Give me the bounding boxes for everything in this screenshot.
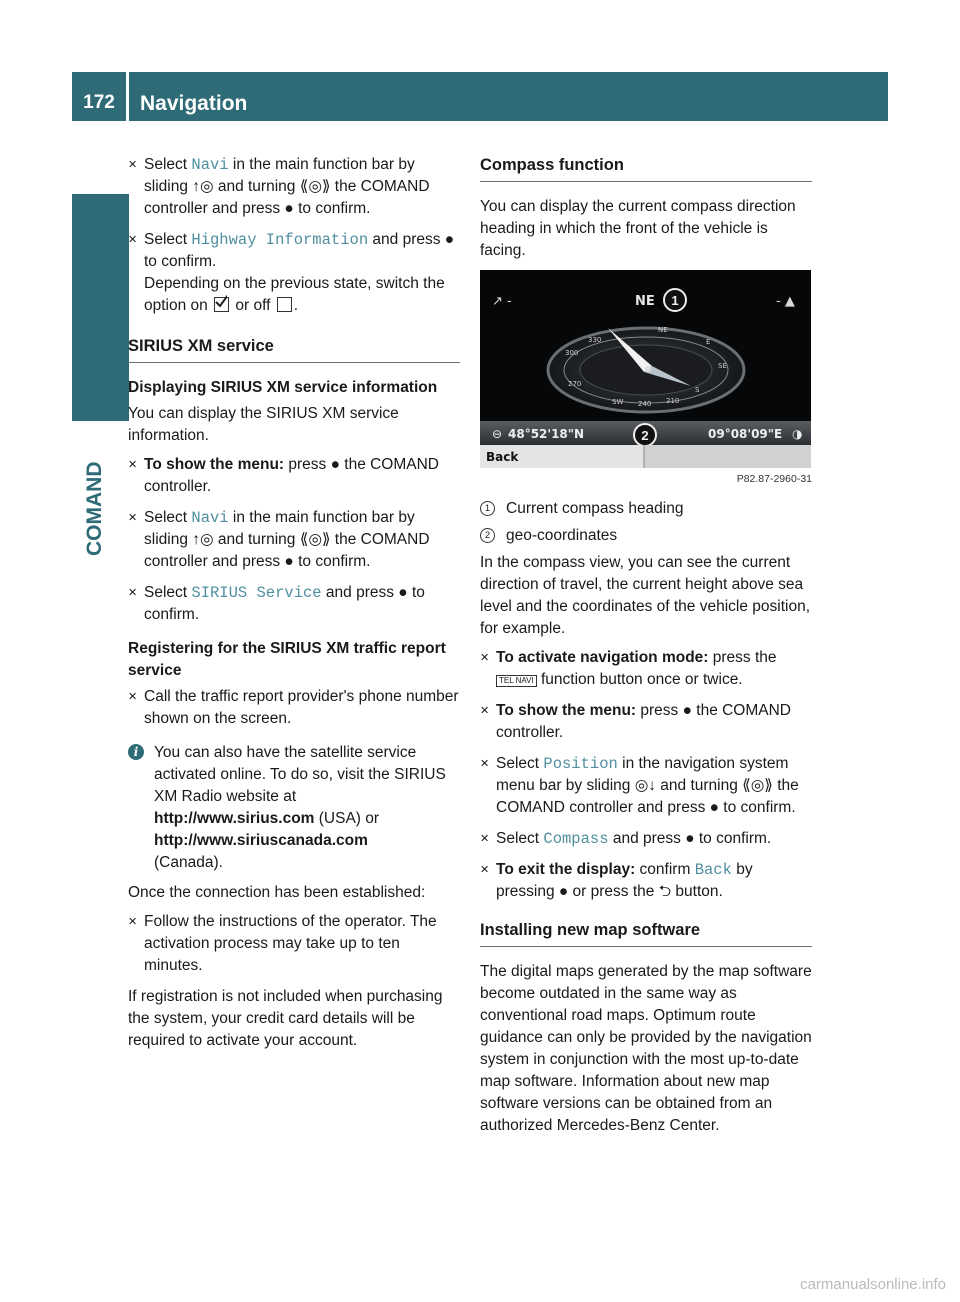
svg-text:NE: NE [658,326,668,334]
sirius-heading: SIRIUS XM service [128,335,460,363]
menu-term: Position [543,755,618,773]
header-divider [126,72,129,121]
display-heading: Displaying SIRIUS XM service information [128,379,438,396]
compass-heading: Compass function [480,154,812,182]
svg-text:◑: ◑ [792,427,803,441]
left-column [128,154,460,1059]
registration-text: If registration is not included when purchasing the system, your credit card details will be required to activate your account. [128,988,443,1049]
svg-text:S: S [695,386,700,394]
step-select-compass: ✕ Select Compass and press ● to confirm. [480,828,812,850]
compass-text: You can display the current compass direction heading in which the front of the vehicle is facing. [480,198,796,259]
longitude-text: 09°08'09"E [708,427,783,441]
chapter-title: Navigation [140,92,248,115]
screen-caption: P82.87-2960-31 [736,473,812,485]
step-select-highway: ✕ Select Highway Information and press ● to confirm. Depending on the previous state, switch the option on or off . [128,229,460,317]
compass-screen [480,270,811,468]
info-note: i You can also have the satellite service activated online. To do so, visit the SIRIUS XM Radio website at http://www.sirius.com (USA) or http://www.siriuscanada.com (Canada). [128,742,460,874]
step-select-sirius: ✕ Select SIRIUS Service and press ● to confirm. [128,582,460,626]
menu-term: Navi [191,156,229,174]
menu-term: SIRIUS Service [191,584,322,602]
step-select-position: ✕ Select Position in the navigation system menu bar by sliding ◎↓ and turning ⟪◎⟫ the COMAND controller and press ● to confirm. [480,753,812,819]
link-sirius[interactable]: http://www.sirius.com [154,810,315,827]
svg-text:330: 330 [588,336,602,344]
menu-term: Compass [543,830,609,848]
menu-term: Navi [191,509,229,527]
view-text: In the compass view, you can see the current direction of travel, the current height above sea level and the coordinates of the vehicle position, for example. [480,554,811,637]
svg-text:1: 1 [671,293,679,308]
svg-text:240: 240 [638,400,652,408]
step-follow-operator: ✕ Follow the instructions of the operator. The activation process may take up to ten minutes. [128,911,460,977]
checkbox-checked-icon [214,297,229,312]
svg-text:E: E [706,338,711,346]
svg-text:SW: SW [612,398,624,406]
menu-term: Highway Information [191,231,369,249]
svg-text:SE: SE [718,362,727,370]
svg-text:⊖: ⊖ [492,427,503,441]
tel-navi-key-icon: TEL NAVI [496,675,537,687]
watermark: carmanualsonline.info [800,1276,946,1293]
compass-small-icon: ↗ - [492,294,512,309]
screen-heading-text: NE [635,294,655,309]
step-exit-display: ✕ To exit the display: confirm Back by pressing ● or press the ⮌ button. [480,859,812,903]
register-heading: Registering for the SIRIUS XM traffic report service [128,640,446,679]
svg-text:2: 2 [641,428,649,443]
step-activate-nav: ✕ To activate navigation mode: press the TEL NAVI function button once or twice. [480,647,812,691]
step-show-menu-right: ✕ To show the menu: press ● the COMAND controller. [480,700,812,744]
svg-text:210: 210 [666,397,680,405]
install-text: The digital maps generated by the map software become outdated in the same way as conventional road maps. Optimum route guidance can only be provided by the navigation system in conjunction with the most up-to-date map software. Information about new map software versions can be obtained from an authorized Mercedes-Benz Center. [480,963,812,1134]
step-select-navi: ✕ Select Navi in the main function bar by sliding ↑◎ and turning ⟪◎⟫ the COMAND controller and press ● to confirm. [128,154,460,220]
latitude-text: 48°52'18"N [508,427,585,441]
page-number: 172 [83,92,115,113]
step-call-provider: ✕ Call the traffic report provider's phone number shown on the screen. [128,686,460,730]
step-show-menu: ✕ To show the menu: press ● the COMAND controller. [128,454,460,498]
right-column [480,154,812,1144]
back-label: Back [486,450,519,464]
legend-item-1: 1 Current compass heading [480,498,812,520]
info-icon: i [128,744,144,760]
svg-text:270: 270 [568,380,582,388]
side-tab-label: COMAND [83,461,106,556]
install-heading: Installing new map software [480,919,812,947]
legend-item-2: 2 geo-coordinates [480,525,812,547]
svg-text:300: 300 [565,349,579,357]
step-select-navi-2: ✕ Select Navi in the main function bar by sliding ↑◎ and turning ⟪◎⟫ the COMAND controller and press ● to confirm. [128,507,460,573]
svg-text:- ▲: - ▲ [776,294,795,309]
menu-term: Back [694,861,732,879]
checkbox-empty-icon [277,297,292,312]
connection-text: Once the connection has been established: [128,884,426,901]
display-text: You can display the SIRIUS XM service information. [128,405,399,444]
link-siriuscanada[interactable]: http://www.siriuscanada.com [154,832,368,849]
side-tab [72,194,129,421]
compass-display [480,270,811,468]
